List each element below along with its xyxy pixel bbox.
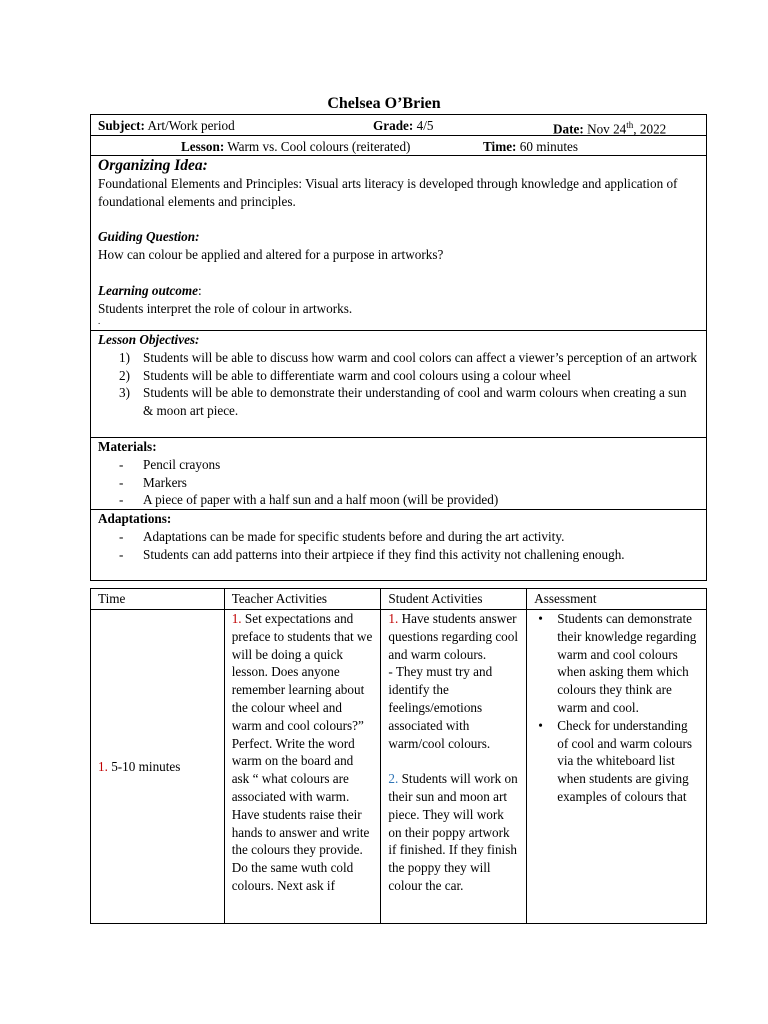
- material-text: Markers: [143, 474, 187, 490]
- organizing-title: Organizing Idea:: [98, 157, 208, 174]
- student-text-1: Have students answer questions regarding cool and warm colours.: [388, 611, 519, 662]
- adaptations-list: [98, 528, 699, 564]
- time-cell: [91, 610, 225, 924]
- lesson-header-table: [90, 114, 707, 581]
- subject-label: Subject:: [98, 118, 145, 133]
- student-activities-header: Student Activities: [381, 589, 527, 610]
- objective-item: [98, 384, 699, 420]
- teacher-activities-header: Teacher Activities: [224, 589, 381, 610]
- subject-grade-date-cell: [91, 115, 707, 136]
- lesson-value: Warm vs. Cool colours (reiterated): [227, 139, 411, 154]
- objectives-row: [91, 331, 707, 438]
- material-text: Pencil crayons: [143, 456, 221, 472]
- date-suffix: th: [626, 120, 634, 130]
- lesson-label: Lesson:: [181, 139, 225, 154]
- learning-outcome-title: Learning outcome: [98, 282, 199, 298]
- assessment-item: [534, 717, 699, 806]
- guiding-question-title: Guiding Question:: [98, 229, 200, 245]
- assessment-header: Assessment: [527, 589, 707, 610]
- objective-text: Students will be able to differentiate warm and cool colours using a colour wheel: [143, 367, 571, 383]
- lesson-row: [91, 136, 707, 156]
- student-number-1: 1.: [388, 611, 399, 626]
- objective-number: 1): [119, 349, 130, 365]
- materials-row: [91, 438, 707, 510]
- guiding-question-text: How can colour be applied and altered for a purpose in artworks?: [98, 247, 444, 263]
- adaptation-item: [98, 546, 699, 564]
- lesson-time-cell: [91, 136, 707, 156]
- time-label: Time:: [483, 139, 517, 154]
- page-title: Chelsea O’Brien: [327, 95, 441, 112]
- dash-marker: -: [119, 474, 124, 490]
- subject-field: [98, 117, 235, 135]
- material-item: [98, 491, 699, 509]
- time-field: [483, 138, 578, 156]
- dash-marker: -: [119, 546, 124, 562]
- adaptation-item: [98, 528, 699, 546]
- dash-marker: -: [119, 528, 124, 544]
- assessment-item: [534, 610, 699, 717]
- objective-text: Students will be able to discuss how warm and cool colors can affect a viewer’s perception of an artwork: [143, 349, 697, 365]
- trailing-period: .: [98, 316, 101, 327]
- date-label: Date:: [553, 121, 584, 137]
- materials-title: Materials:: [98, 439, 157, 454]
- assessment-cell: [527, 610, 707, 924]
- teacher-number: 1.: [231, 611, 242, 626]
- learning-outcome-text: Students interpret the role of colour in artworks.: [98, 300, 353, 316]
- objectives-cell: [91, 331, 707, 438]
- objective-number: 2): [119, 367, 130, 383]
- grade-field: [373, 117, 433, 135]
- objective-item: [98, 349, 699, 367]
- objectives-title: Lesson Objectives:: [98, 332, 200, 347]
- subject-row: [91, 115, 707, 136]
- date-year: , 2022: [633, 121, 667, 137]
- objectives-list: [98, 349, 699, 420]
- time-number: 1.: [98, 758, 108, 774]
- time-text: 5-10 minutes: [111, 758, 181, 774]
- assessment-list: [534, 610, 699, 806]
- material-item: [98, 456, 699, 474]
- student-text-1b: - They must try and identify the feelings/emotions associated with warm/cool colours.: [388, 664, 493, 751]
- student-number-2: 2.: [388, 771, 399, 787]
- organizing-text: Foundational Elements and Principles: Visual arts literacy is developed through knowledge and application of foundational elements and principles.: [98, 176, 678, 209]
- organizing-row: [91, 156, 707, 331]
- teacher-text: Set expectations and preface to students that we will be doing a quick lesson. Does anyone remember learning about the colour wheel and warm and cool colours?” Perfect. Write the word warm on the board and ask “ what colours are associated with warm. Have students raise their hands to answer and write the colours they provide. Do the same wuth cold colours. Next ask if: [231, 611, 373, 893]
- dash-marker: -: [119, 492, 124, 508]
- teacher-activities-cell: [224, 610, 381, 924]
- adaptations-title: Adaptations:: [98, 511, 172, 527]
- adaptations-cell: [91, 510, 707, 581]
- organizing-cell: [91, 156, 707, 331]
- learning-outcome-colon: :: [198, 282, 202, 298]
- bullet-marker: •: [538, 717, 543, 733]
- assessment-text: Check for understanding of cool and warm colours via the whiteboard list when students are giving examples of colours that: [557, 717, 693, 804]
- grade-value: 4/5: [416, 118, 434, 133]
- subject-value: Art/Work period: [147, 118, 235, 133]
- activity-header-row: [91, 589, 707, 610]
- objective-number: 3): [119, 385, 130, 401]
- activity-table: [90, 588, 707, 924]
- student-step-2: [388, 770, 519, 895]
- time-header: Time: [91, 589, 225, 610]
- learning-outcome-heading: [98, 282, 699, 300]
- student-step-1: [388, 610, 519, 663]
- activity-row: [91, 610, 707, 924]
- materials-list: [98, 456, 699, 509]
- material-item: [98, 474, 699, 492]
- date-value: Nov 24: [587, 121, 627, 137]
- student-text-2: Students will work on their sun and moon art piece. They will work on their poppy artwork if finished. If they finish the poppy they will colour the car.: [388, 771, 518, 893]
- time-value: 60 minutes: [519, 139, 578, 154]
- adaptation-text: Students can add patterns into their artpiece if they find this activity not challening enough.: [143, 546, 625, 562]
- adaptations-row: [91, 510, 707, 581]
- objective-item: [98, 367, 699, 385]
- lesson-field: [181, 138, 410, 156]
- student-activities-cell: [381, 610, 527, 924]
- dash-marker: -: [119, 456, 124, 472]
- materials-cell: [91, 438, 707, 510]
- assessment-text: Students can demonstrate their knowledge regarding warm and cool colours when asking them which colours they think are warm and cool.: [557, 611, 697, 715]
- bullet-marker: •: [538, 611, 543, 626]
- objective-text: Students will be able to demonstrate their understanding of cool and warm colours when creating a sun & moon art piece.: [143, 385, 687, 419]
- material-text: A piece of paper with a half sun and a half moon (will be provided): [143, 492, 499, 508]
- adaptation-text: Adaptations can be made for specific students before and during the art activity.: [143, 528, 565, 544]
- grade-label: Grade:: [373, 118, 414, 133]
